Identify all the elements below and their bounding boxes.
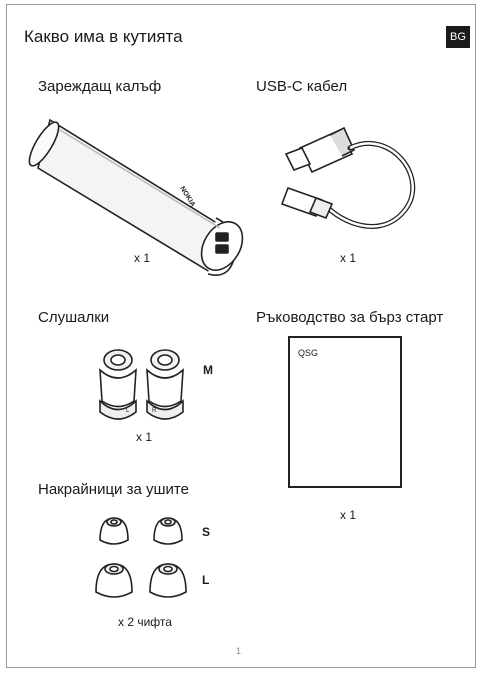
- earbud-left-mark: L: [126, 408, 130, 414]
- case-label: Зареждащ калъф: [38, 78, 162, 95]
- earbuds-label: Слушалки: [38, 309, 110, 326]
- cable-qty: x 1: [340, 251, 357, 265]
- usb-c-cable-illustration: [280, 118, 430, 248]
- page-title: Какво има в кутията: [24, 27, 183, 46]
- language-badge: BG: [446, 26, 470, 48]
- guide-qty: x 1: [340, 508, 357, 522]
- earbuds-illustration: [90, 346, 200, 426]
- eartips-illustration: [94, 512, 204, 607]
- earbuds-size: M: [203, 363, 213, 377]
- guide-label: Ръководство за бърз старт: [256, 309, 444, 326]
- guide-cover-text: QSG: [298, 348, 319, 358]
- quick-start-guide-booklet: [288, 336, 402, 488]
- case-qty: x 1: [134, 251, 151, 265]
- page-number: 1: [236, 646, 242, 656]
- eartips-size-small: S: [202, 525, 211, 539]
- earbud-right-mark: R: [152, 408, 157, 414]
- cable-label: USB-C кабел: [256, 78, 348, 95]
- eartips-label: Накрайници за ушите: [38, 481, 189, 498]
- earbuds-qty: x 1: [136, 430, 153, 444]
- eartips-qty: x 2 чифта: [118, 615, 172, 629]
- case-brand-text: NOKIA: [178, 185, 197, 209]
- eartips-size-large: L: [202, 573, 210, 587]
